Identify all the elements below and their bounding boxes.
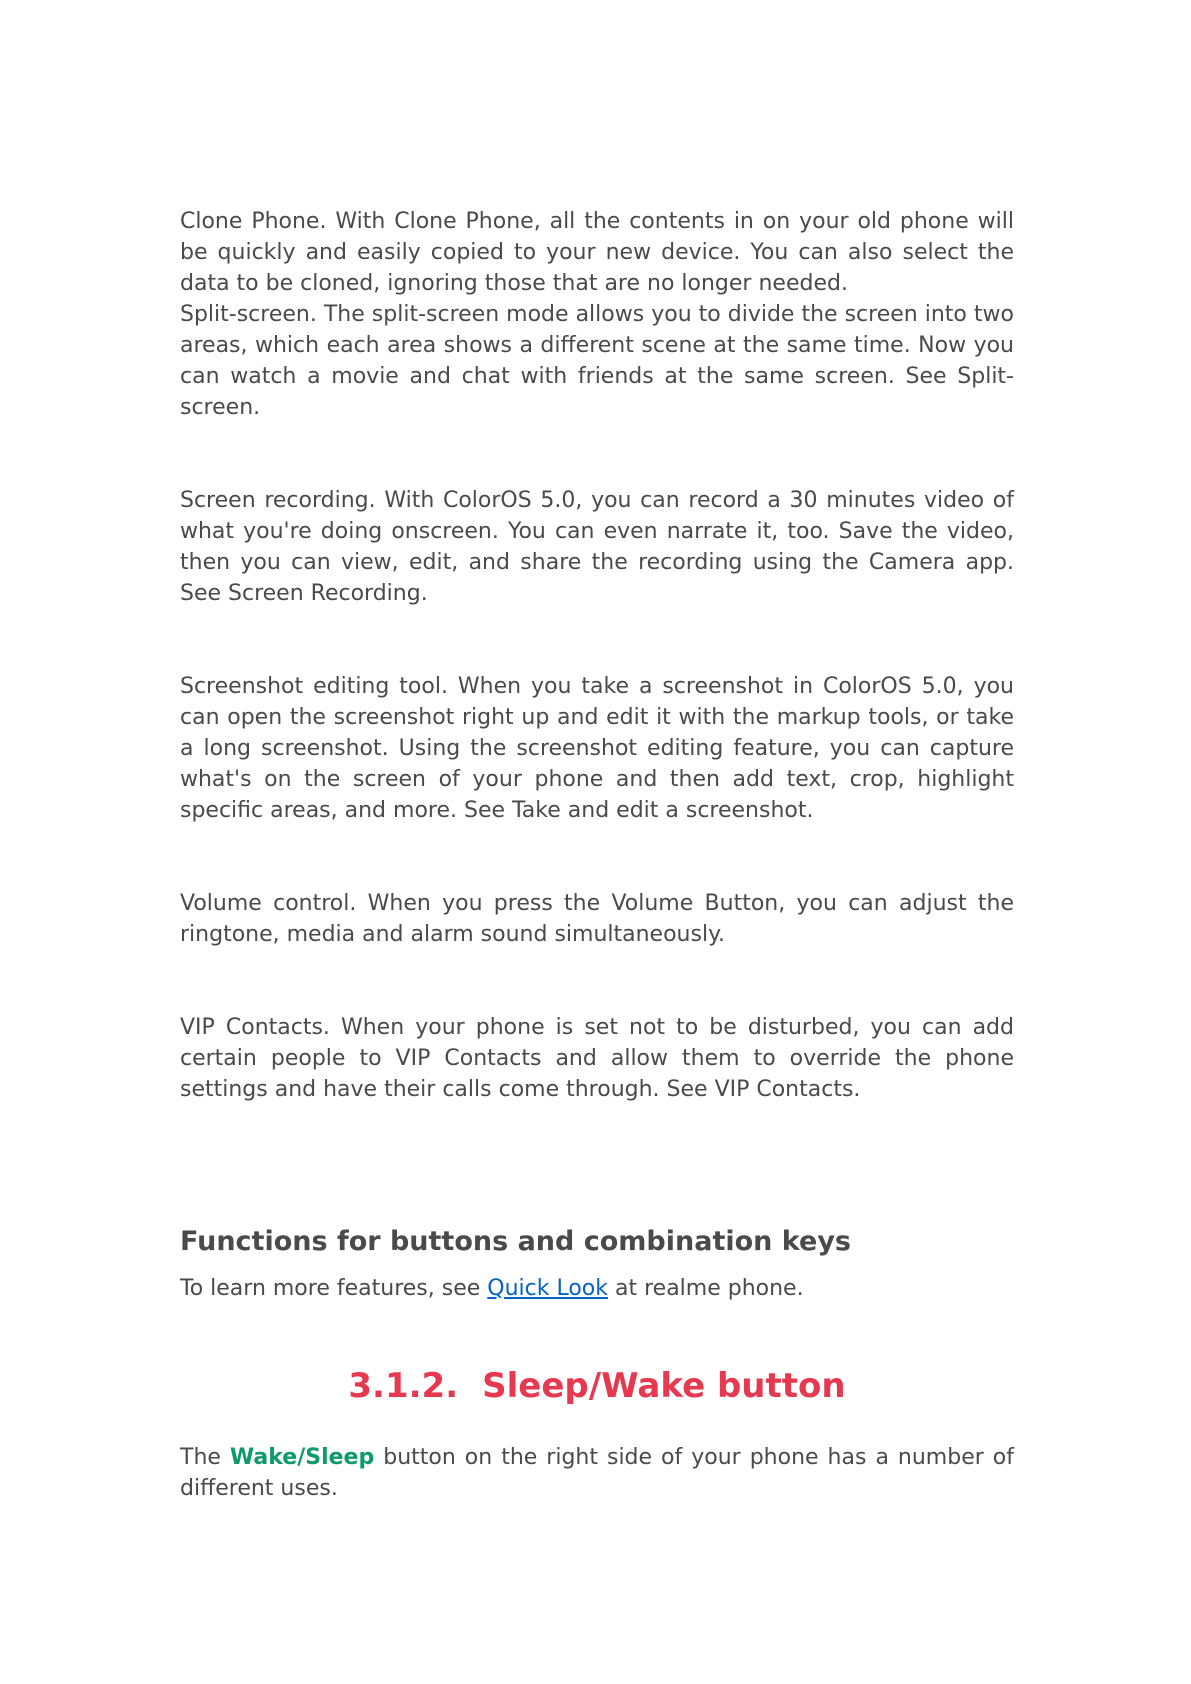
spacer bbox=[180, 1304, 1014, 1364]
spacer bbox=[180, 609, 1014, 671]
section-heading: Functions for buttons and combination keys bbox=[180, 1226, 851, 1257]
spacer bbox=[180, 950, 1014, 1012]
document-page bbox=[180, 206, 1014, 1504]
chapter-title: Sleep/Wake button bbox=[482, 1366, 846, 1406]
paragraph-clone-phone: Clone Phone. With Clone Phone, all the contents in on your old phone will be quickly and easily copied to your new device. You can also select the data to be cloned, ignoring those that are no longer needed. bbox=[180, 209, 1014, 296]
paragraph-screen-recording: Screen recording. With ColorOS 5.0, you can record a 30 minutes video of what you're doing onscreen. You can even narrate it, too. Save the video, then you can view, edit, and share the recording using the Camera app. See Screen Recording. bbox=[180, 488, 1014, 606]
spacer bbox=[180, 423, 1014, 485]
spacer bbox=[180, 1105, 1014, 1225]
intro-paragraph bbox=[180, 1442, 1014, 1504]
intro-text-after: button on the right side of your phone has a number of different uses. bbox=[180, 1445, 1014, 1501]
spacer bbox=[180, 826, 1014, 888]
paragraph-volume-control: Volume control. When you press the Volume Button, you can adjust the ringtone, media and alarm sound simultaneously. bbox=[180, 891, 1014, 947]
wake-sleep-highlight: Wake/Sleep bbox=[229, 1445, 375, 1470]
quick-look-text-after: at realme phone. bbox=[608, 1276, 804, 1301]
spacer bbox=[180, 1408, 1014, 1442]
quick-look-text-before: To learn more features, see bbox=[180, 1276, 488, 1301]
quick-look-sentence bbox=[180, 1273, 1014, 1304]
paragraph-screenshot-editing: Screenshot editing tool. When you take a screenshot in ColorOS 5.0, you can open the screenshot right up and edit it with the markup tools, or take a long screenshot. Using the screenshot editing feature, you can capture what's on the screen of your phone and then add text, crop, highlight specific areas, and more. See Take and edit a screenshot. bbox=[180, 674, 1014, 823]
paragraph-vip-contacts: VIP Contacts. When your phone is set not to be disturbed, you can add certain people to VIP Contacts and allow them to override the phone settings and have their calls come through. See VIP Contacts. bbox=[180, 1015, 1014, 1102]
intro-text-before: The bbox=[180, 1445, 230, 1470]
quick-look-link[interactable]: Quick Look bbox=[487, 1276, 608, 1301]
chapter-heading bbox=[180, 1364, 1014, 1408]
chapter-number: 3.1.2. bbox=[348, 1366, 459, 1406]
paragraph-split-screen: Split-screen. The split-screen mode allows you to divide the screen into two areas, which each area shows a different scene at the same time. Now you can watch a movie and chat with friends at the same screen. See Split-screen. bbox=[180, 302, 1014, 420]
